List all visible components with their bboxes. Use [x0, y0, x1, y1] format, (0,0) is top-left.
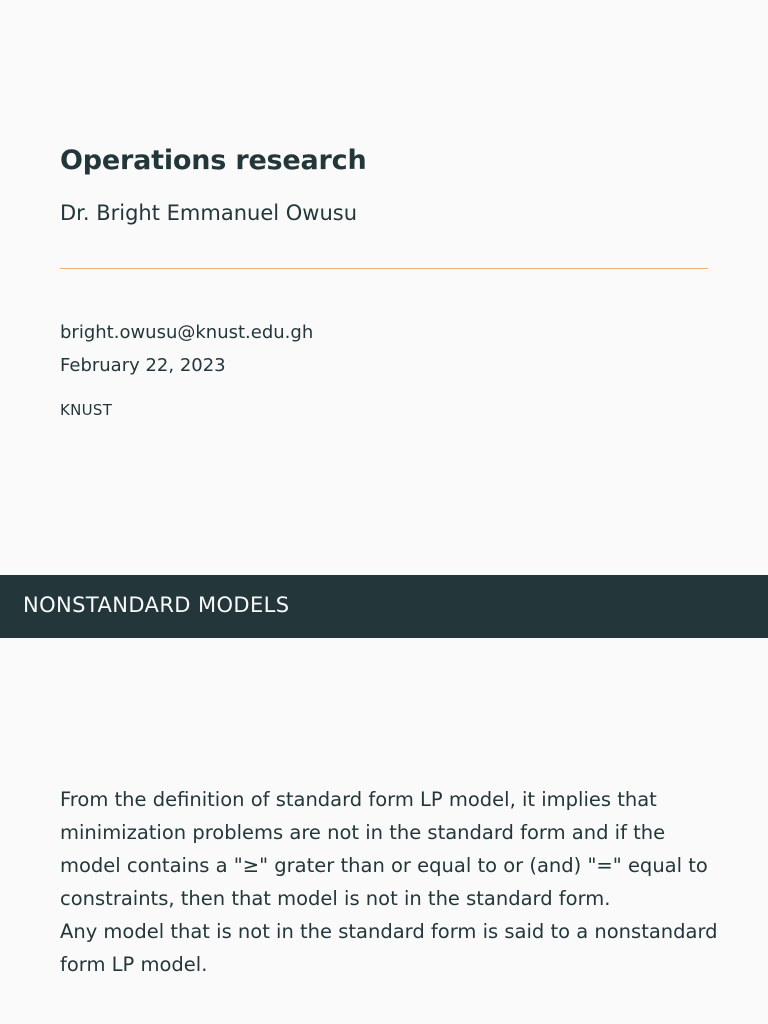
author-email: bright.owusu@knust.edu.gh [60, 322, 314, 343]
institution: KNUST [60, 401, 113, 419]
frame-title-bar [0, 575, 768, 638]
body-paragraph-2: Any model that is not in the standard form is said to a nonstandard form LP model. [60, 920, 718, 976]
presentation-title: Operations research [60, 145, 367, 176]
body-paragraph-1: From the definition of standard form LP model, it implies that minimization problems are not in the standard form and if the model contains a "≥" grater than or equal to or (and) "=" equal to constraints, then that model is not in the standard form. [60, 788, 708, 910]
author-name: Dr. Bright Emmanuel Owusu [60, 201, 358, 225]
frame-body [60, 783, 720, 981]
presentation-date: February 22, 2023 [60, 355, 226, 376]
title-divider [60, 268, 708, 269]
frame-title: NONSTANDARD MODELS [23, 593, 290, 617]
